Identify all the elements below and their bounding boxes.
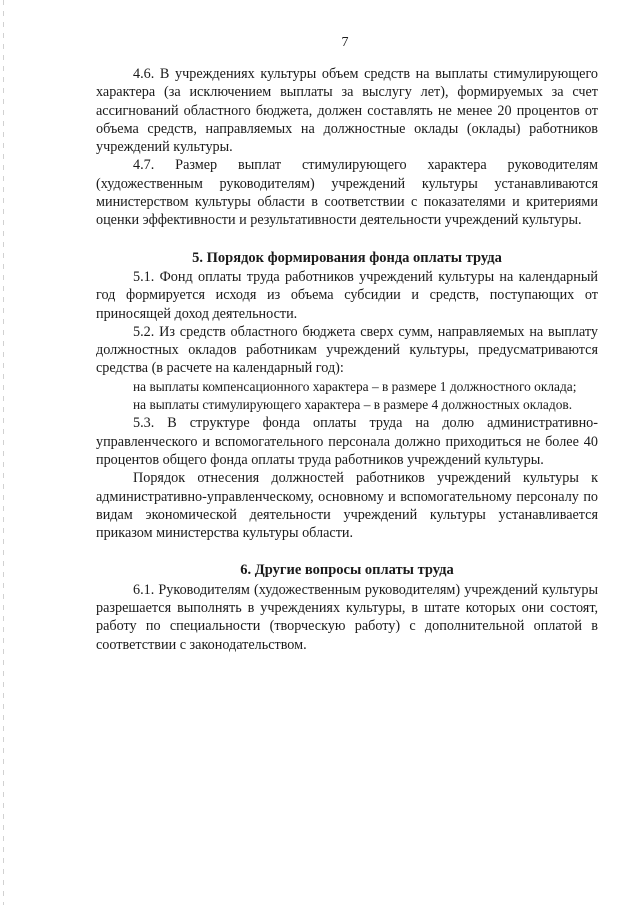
document-body — [96, 65, 598, 654]
section-5-heading: 5. Порядок формирования фонда оплаты труда — [192, 249, 502, 266]
scan-edge-mark — [3, 0, 4, 905]
page-number: 7 — [341, 35, 349, 50]
paragraph-6-1: 6.1. Руководителям (художественным руководителям) учреждений культуры разрешается выполнять в учреждениях культуры, в штате которых они состоят, работу по специальности (творческую работу) с дополнительной оплатой в соответствии с законодательством. — [96, 581, 598, 653]
list-item: на выплаты стимулирующего характера – в размере 4 должностных окладов. — [133, 397, 573, 413]
paragraph-staff-order: Порядок отнесения должностей работников учреждений культуры к административно-управленческому, основному и вспомогательному персоналу по видам экономической деятельности учреждений культуры устанавливается приказом министерства культуры области. — [96, 470, 598, 542]
paragraph-4-7: 4.7. Размер выплат стимулирующего характера руководителям (художественным руководителям) учреждений культуры устанавливаются министерством культуры области в соответствии с показателями и критериями оценки эффективности и результативности деятельности учреждений культуры. — [96, 157, 598, 229]
paragraph-5-3: 5.3. В структуре фонда оплаты труда на долю административно-управленческого и вспомогательного персонала должно приходиться не более 40 процентов общего фонда оплаты труда работников учреждений культуры. — [96, 415, 598, 468]
paragraph-5-1: 5.1. Фонд оплаты труда работников учреждений культуры на календарный год формируется исходя из объема субсидии и средств, поступающих от приносящей доход деятельности. — [96, 268, 598, 322]
paragraph-5-2: 5.2. Из средств областного бюджета сверх сумм, направляемых на выплату должностных окладов работникам учреждений культуры, предусматриваются средства (в расчете на календарный год): — [96, 323, 598, 377]
section-6-heading: 6. Другие вопросы оплаты труда — [240, 562, 454, 579]
list-item: на выплаты компенсационного характера – в размере 1 должностного оклада; — [133, 378, 577, 394]
paragraph-4-6: 4.6. В учреждениях культуры объем средств на выплаты стимулирующего характера (за исключением выплаты за выслугу лет), формируемых за счет ассигнований областного бюджета, должен составлять не менее 20 процентов от объема средств, направляемых на должностные оклады (оклады) работников учреждений культуры. — [96, 66, 598, 156]
allowance-list — [96, 378, 598, 415]
